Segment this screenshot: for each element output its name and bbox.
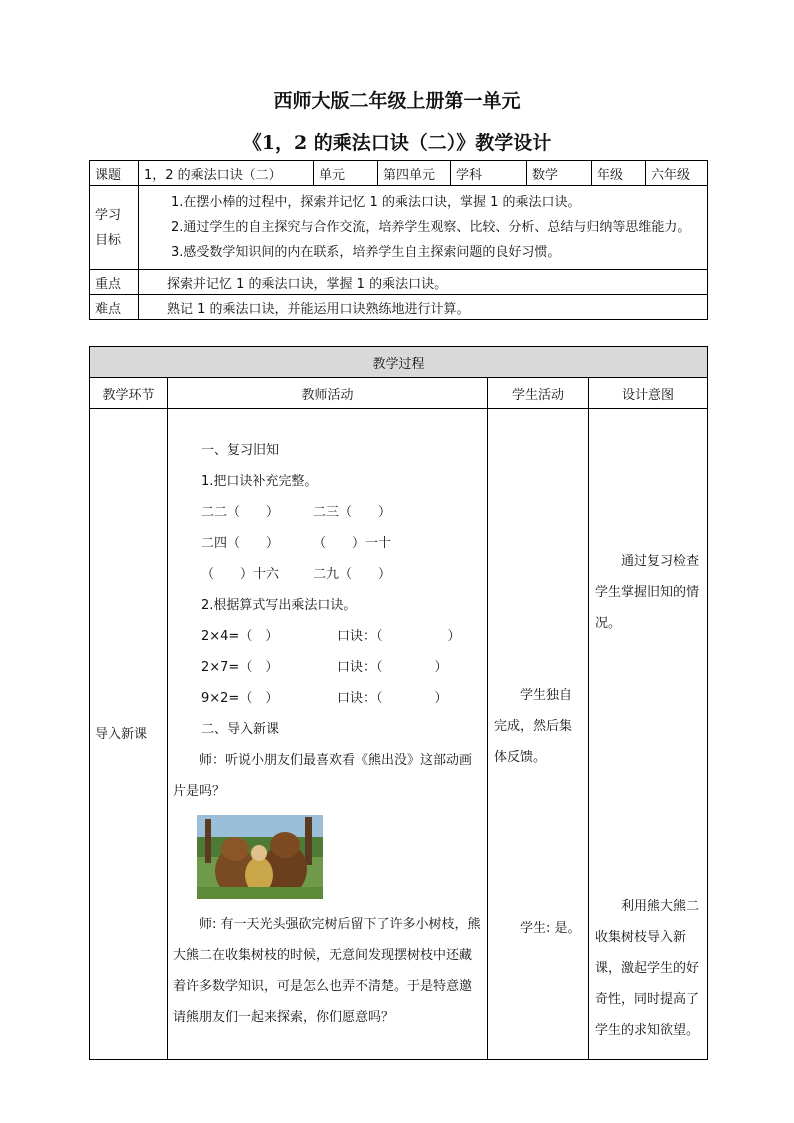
student-activity-cell [488,409,589,1060]
subject-label: 学科 [451,161,527,186]
topic-label: 课题 [90,161,139,186]
student-answer-2: 学生: 是。 [520,920,581,936]
task-1: 1.把口诀补充完整。 [201,474,318,489]
equation: 2×7=（ ） [201,660,279,675]
col-header-stage: 教学环节 [90,378,168,409]
difficulty-text: 熟记 1 的乘法口诀，并能运用口诀熟练地进行计算。 [139,295,708,320]
intent-2: 利用熊大熊二收集树枝导入新课，激起学生的好奇性，同时提高了学生的求知欲望。 [595,899,700,1038]
topic-value: 1，2 的乘法口诀（二） [139,161,314,186]
key-point-row [90,270,708,295]
info-row [90,161,708,186]
process-header-row [90,378,708,409]
subject-value: 数学 [527,161,592,186]
goals-label: 学习目标 [90,186,139,270]
key-point-text: 探索并记忆 1 的乘法口诀，掌握 1 的乘法口诀。 [139,270,708,295]
col-header-teacher: 教师活动 [168,378,488,409]
mnemonic-blank: 口诀：（ ） [337,660,448,675]
recite-blank: 二二（ ） [201,505,280,520]
recite-blank: 二三（ ） [313,505,392,520]
mnemonic-blank: 口诀：（ ） [337,691,448,706]
equation-row-2 [173,652,482,683]
col-header-intent: 设计意图 [589,378,708,409]
teacher-activity-cell [168,409,488,1060]
goals-content [139,186,708,270]
equation: 9×2=（ ） [201,691,279,706]
recite-row-2 [173,528,482,559]
doc-title-line1: 西师大版二年级上册第一单元 [273,90,521,112]
difficulty-row [90,295,708,320]
stage-cell [90,409,168,1060]
difficulty-label: 难点 [90,295,139,320]
intro-heading: 二、导入新课 [201,722,280,737]
recite-blank: （ ）十六 [201,567,280,582]
mnemonic-blank: 口诀：（ ） [337,629,461,644]
doc-title-line2: 《1，2 的乘法口诀（二）》教学设计 [242,132,552,154]
process-banner-row [90,347,708,378]
process-banner: 教学过程 [90,347,708,378]
student-answer-1: 学生独自完成，然后集体反馈。 [494,687,573,765]
equation-row-3 [173,683,482,714]
task-2: 2.根据算式写出乘法口诀。 [201,598,357,613]
design-intent-cell [589,409,708,1060]
goal-item: 3.感受数学知识间的内在联系，培养学生自主探索问题的良好习惯。 [171,245,561,260]
unit-label: 单元 [314,161,378,186]
teaching-process-table [89,346,708,1060]
recite-row-3 [173,559,482,590]
grade-value: 六年级 [646,161,708,186]
recite-blank: （ ）一十 [313,536,392,551]
equation-row-1 [173,621,482,652]
teacher-story: 师: 有一天光头强砍完树后留下了许多小树枝，熊大熊二在收集树枝的时候，无意间发现摆树枝中还藏着许多数学知识，可是怎么也弄不清楚。于是特意邀请熊朋友们一起来探索，你们愿意吗？ [173,917,481,1025]
teacher-question: 师：听说小朋友们最喜欢看《熊出没》这部动画片是吗？ [173,753,473,799]
key-point-label: 重点 [90,270,139,295]
boonie-bears-image [197,815,323,899]
goal-item: 2.通过学生的自主探究与合作交流，培养学生观察、比较、分析、总结与归纳等思维能力。 [171,220,691,235]
goal-item: 1.在摆小棒的过程中，探索并记忆 1 的乘法口诀，掌握 1 的乘法口诀。 [171,195,581,210]
equation: 2×4=（ ） [201,629,279,644]
stage-label: 导入新课 [95,726,148,742]
review-heading: 一、复习旧知 [201,443,280,458]
lesson-info-table [89,160,708,320]
process-row-intro [90,409,708,1060]
col-header-student: 学生活动 [488,378,589,409]
goals-row [90,186,708,270]
intent-1: 通过复习检查学生掌握旧知的情况。 [595,554,700,631]
recite-row-1 [173,497,482,528]
recite-blank: 二九（ ） [313,567,392,582]
unit-value: 第四单元 [378,161,451,186]
recite-blank: 二四（ ） [201,536,280,551]
grade-label: 年级 [592,161,646,186]
